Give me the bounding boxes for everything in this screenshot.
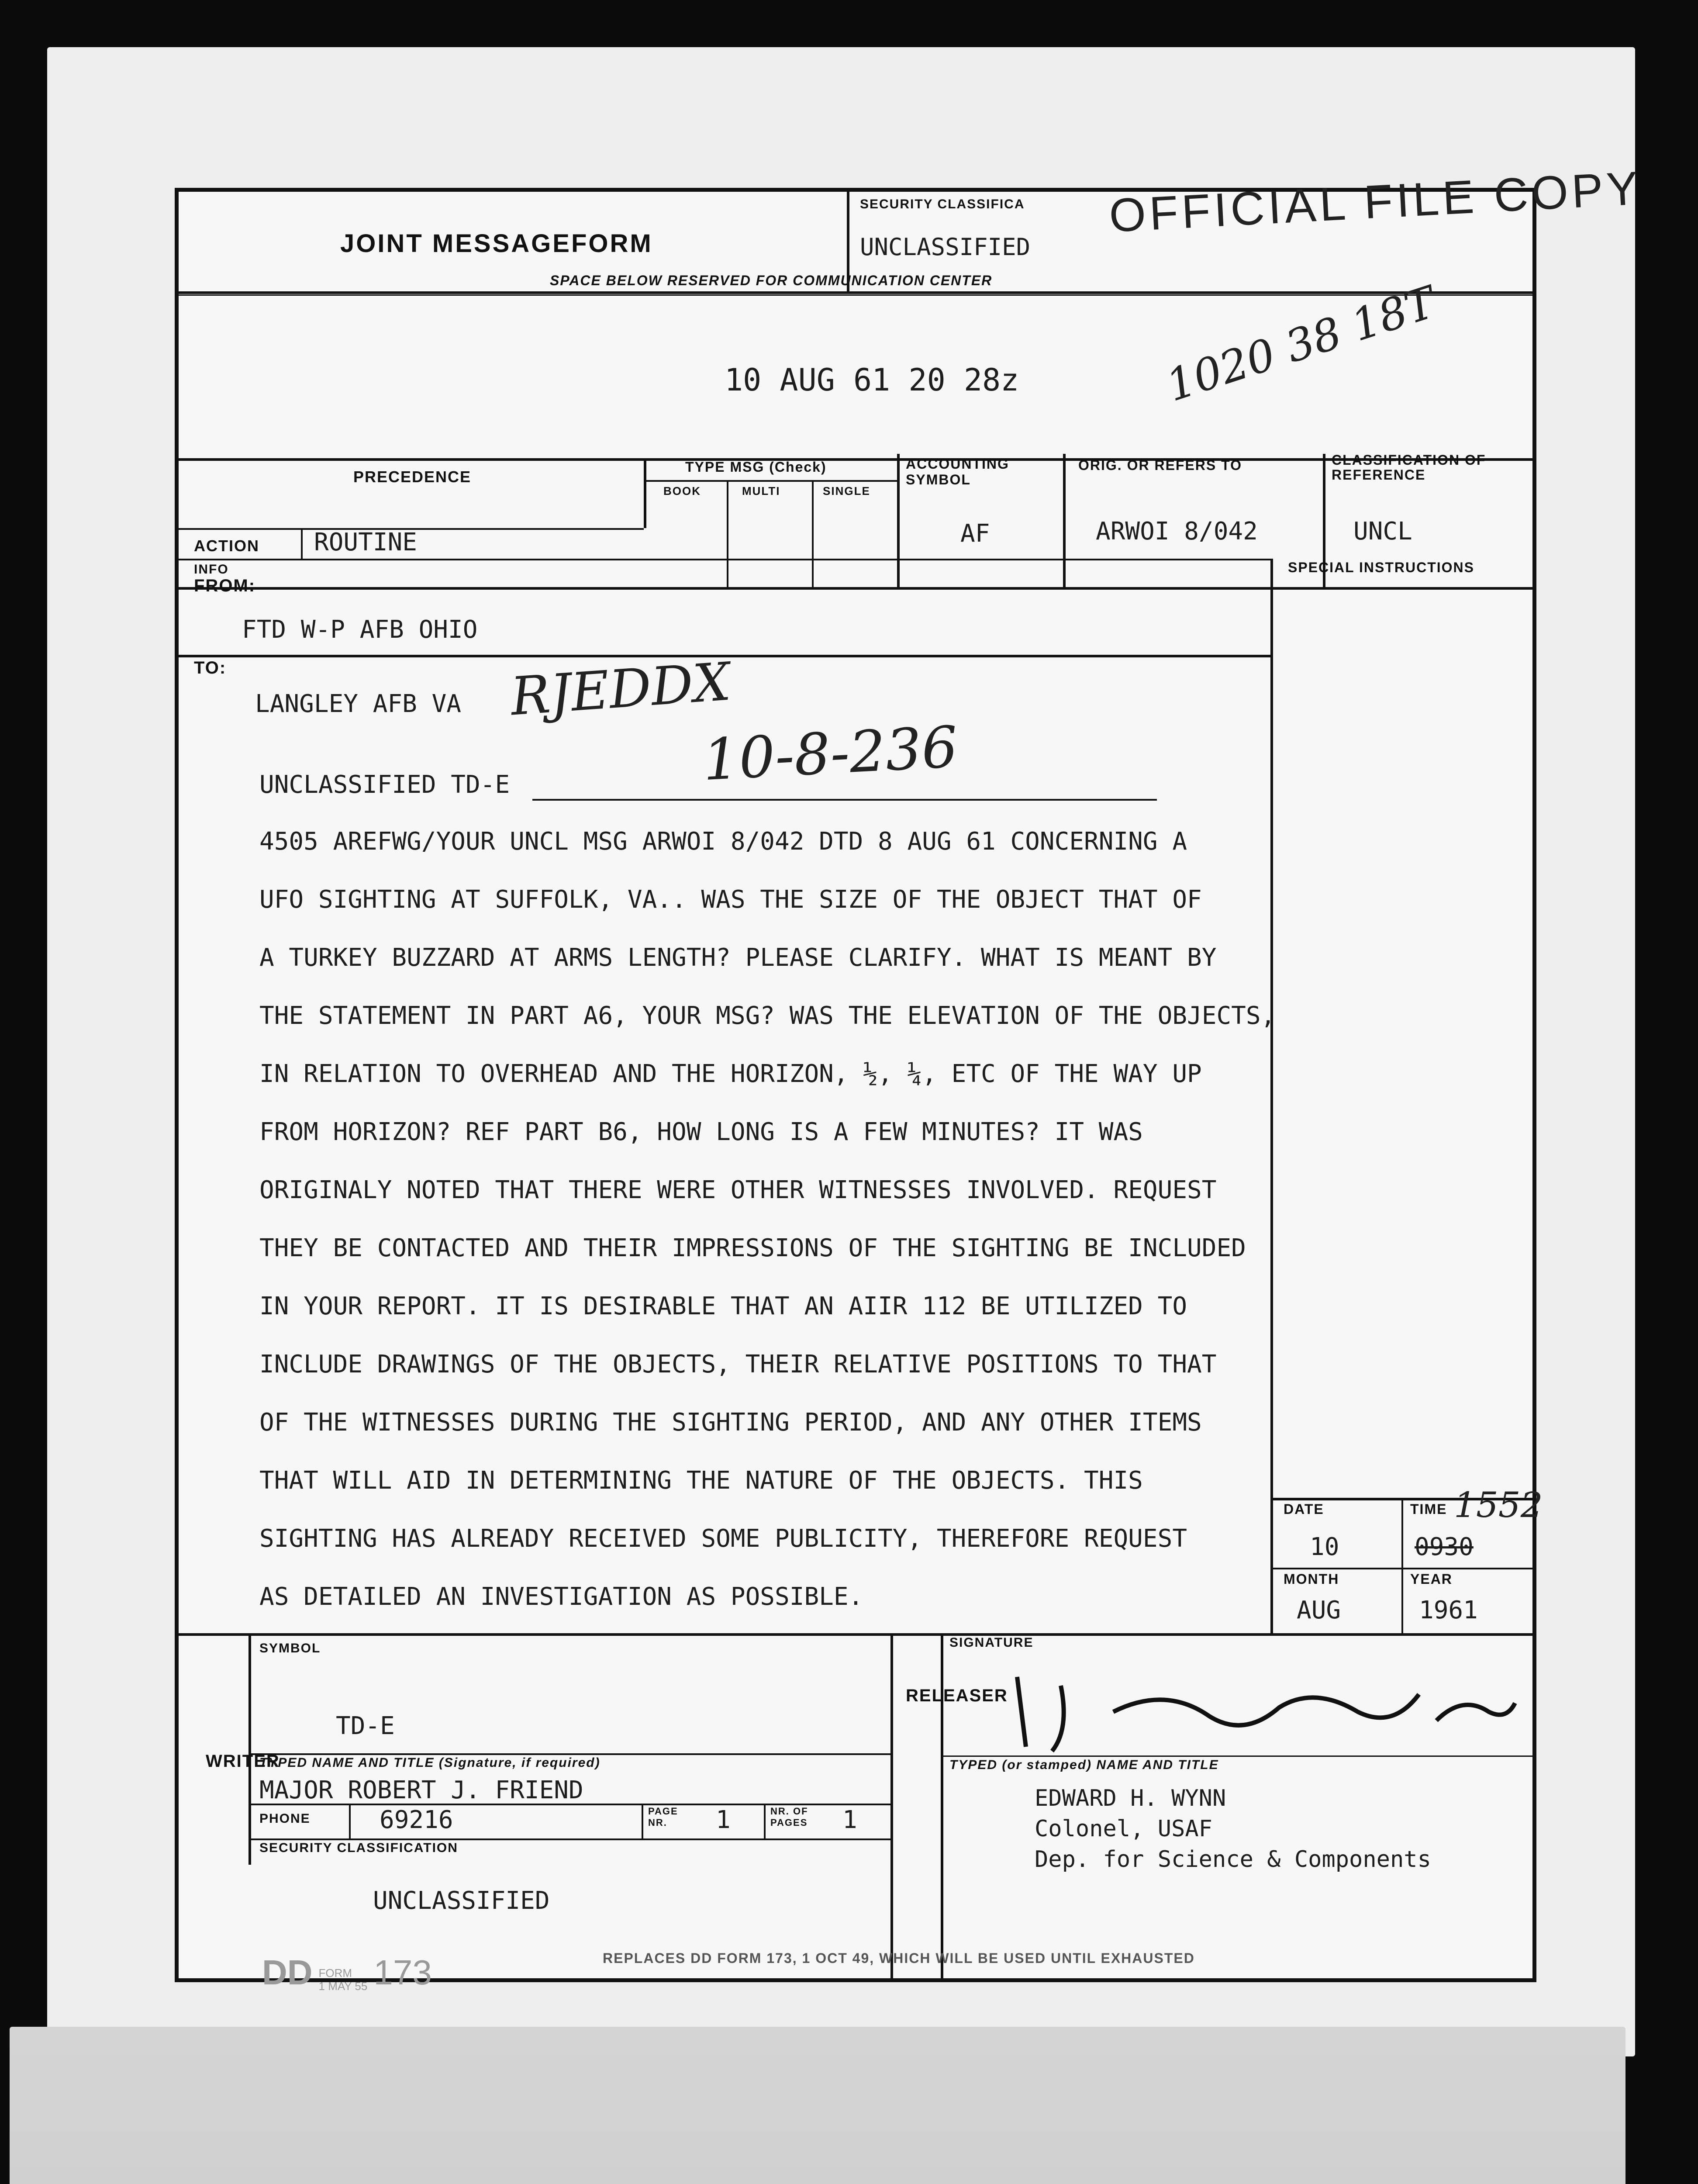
releaser-side-label: RELEASER — [906, 1686, 1008, 1705]
body-line: 4505 AREFWG/YOUR UNCL MSG ARWOI 8/042 DTD 8 AUG 61 CONCERNING A — [259, 827, 1187, 856]
official-file-copy-stamp: OFFICIAL FILE COPY — [1108, 161, 1643, 242]
body-line: ORIGINALY NOTED THAT THERE WERE OTHER WITNESSES INVOLVED. REQUEST — [259, 1176, 1217, 1204]
precedence-label: PRECEDENCE — [353, 468, 472, 486]
month-label: MONTH — [1284, 1571, 1339, 1587]
writer-name-value: MAJOR ROBERT J. FRIEND — [259, 1776, 583, 1804]
form-number — [262, 1952, 432, 1993]
time-handwritten: 1552 — [1454, 1485, 1543, 1525]
writer-security-label: SECURITY CLASSIFICATION — [259, 1841, 458, 1855]
multi-label: MULTI — [742, 484, 780, 498]
info-label: INFO — [194, 562, 229, 577]
handwritten-routing-code: RJEDDX — [508, 651, 733, 728]
phone-label: PHONE — [259, 1811, 311, 1826]
releaser-title: Dep. for Science & Components — [1035, 1846, 1431, 1873]
body-line: UFO SIGHTING AT SUFFOLK, VA.. WAS THE SIZE OF THE OBJECT THAT OF — [259, 885, 1202, 914]
book-label: BOOK — [663, 484, 701, 498]
body-line: OF THE WITNESSES DURING THE SIGHTING PERIOD, AND ANY OTHER ITEMS — [259, 1408, 1202, 1437]
date-label: DATE — [1284, 1501, 1324, 1517]
orig-refers-label: ORIG. OR REFERS TO — [1078, 457, 1242, 473]
single-label: SINGLE — [823, 484, 870, 498]
body-line: FROM HORIZON? REF PART B6, HOW LONG IS A FEW MINUTES? IT WAS — [259, 1118, 1143, 1146]
releaser-signature — [1000, 1659, 1524, 1764]
date-time-group: 10 AUG 61 20 28z — [725, 362, 1019, 398]
number-of-pages-label: NR. OF PAGES — [770, 1806, 808, 1828]
releaser-rank: Colonel, USAF — [1035, 1816, 1212, 1842]
page-number-label: PAGE NR. — [648, 1806, 678, 1828]
time-value: 0930 — [1415, 1533, 1474, 1561]
date-value: 10 — [1310, 1533, 1339, 1561]
form-number-value: 173 — [373, 1953, 432, 1992]
body-line: IN RELATION TO OVERHEAD AND THE HORIZON, ½, ¼, ETC OF THE WAY UP — [259, 1060, 1202, 1088]
header-classification: UNCLASSIFIED — [860, 233, 1031, 261]
releaser-name: EDWARD H. WYNN — [1035, 1785, 1226, 1811]
security-classification-label: SECURITY CLASSIFICA — [860, 197, 1025, 211]
from-label: FROM: — [194, 576, 256, 595]
classification-of-reference-label: CLASSIFICATION OF REFERENCE — [1332, 452, 1486, 483]
action-label: ACTION — [194, 537, 259, 555]
typed-name-label: TYPED NAME AND TITLE (Signature, if required) — [259, 1755, 601, 1770]
symbol-value: TD-E — [336, 1712, 395, 1740]
accounting-symbol-label: ACCOUNTING SYMBOL — [906, 456, 1009, 487]
body-line: AS DETAILED AN INVESTIGATION AS POSSIBLE. — [259, 1583, 863, 1611]
year-value: 1961 — [1419, 1596, 1478, 1624]
subject-line: UNCLASSIFIED TD-E — [259, 771, 510, 799]
orig-refers-value: ARWOI 8/042 — [1096, 517, 1258, 546]
to-label: TO: — [194, 658, 227, 677]
symbol-label: SYMBOL — [259, 1641, 321, 1655]
form-title: JOINT MESSAGEFORM — [340, 229, 653, 258]
special-instructions-label: SPECIAL INSTRUCTIONS — [1288, 560, 1474, 575]
joint-messageform — [175, 161, 1643, 1982]
handwritten-routing-number: 10-8-236 — [701, 713, 959, 794]
form-number-form: FORM — [318, 1966, 352, 1980]
to-value: LANGLEY AFB VA — [255, 690, 462, 718]
writer-side-label: WRITER — [206, 1752, 280, 1771]
page-number-value: 1 — [716, 1806, 731, 1834]
body-line: THE STATEMENT IN PART A6, YOUR MSG? WAS THE ELEVATION OF THE OBJECTS, — [259, 1002, 1276, 1030]
accounting-symbol-value: AF — [960, 519, 990, 548]
replaces-note: REPLACES DD FORM 173, 1 OCT 49, WHICH WILL BE USED UNTIL EXHAUSTED — [603, 1950, 1195, 1966]
time-label: TIME — [1410, 1501, 1447, 1517]
number-of-pages-value: 1 — [842, 1806, 857, 1834]
action-value: ROUTINE — [314, 528, 418, 556]
body-line: SIGHTING HAS ALREADY RECEIVED SOME PUBLICITY, THEREFORE REQUEST — [259, 1524, 1187, 1553]
releaser-typed-label: TYPED (or stamped) NAME AND TITLE — [949, 1758, 1219, 1772]
signature-label: SIGNATURE — [949, 1635, 1034, 1650]
year-label: YEAR — [1410, 1571, 1453, 1587]
phone-value: 69216 — [380, 1806, 453, 1834]
writer-security-value: UNCLASSIFIED — [373, 1887, 550, 1915]
form-number-date: 1 MAY 55 — [318, 1980, 368, 1993]
body-line: IN YOUR REPORT. IT IS DESIRABLE THAT AN AIIR 112 BE UTILIZED TO — [259, 1292, 1187, 1320]
handwritten-reference: 1020 38 18T — [1160, 276, 1442, 411]
body-line: THEY BE CONTACTED AND THEIR IMPRESSIONS OF THE SIGHTING BE INCLUDED — [259, 1234, 1246, 1262]
form-number-dd: DD — [262, 1953, 313, 1992]
classification-of-reference-value: UNCL — [1353, 517, 1412, 546]
body-line: A TURKEY BUZZARD AT ARMS LENGTH? PLEASE CLARIFY. WHAT IS MEANT BY — [259, 943, 1217, 972]
from-value: FTD W-P AFB OHIO — [242, 615, 478, 644]
month-value: AUG — [1297, 1596, 1341, 1624]
body-line: THAT WILL AID IN DETERMINING THE NATURE OF THE OBJECTS. THIS — [259, 1466, 1143, 1495]
type-msg-label: TYPE MSG (Check) — [685, 459, 827, 475]
photo-lower-margin — [10, 2027, 1626, 2184]
comm-center-label: SPACE BELOW RESERVED FOR COMMUNICATION CENTER — [550, 273, 993, 288]
body-line: INCLUDE DRAWINGS OF THE OBJECTS, THEIR RELATIVE POSITIONS TO THAT — [259, 1350, 1217, 1379]
